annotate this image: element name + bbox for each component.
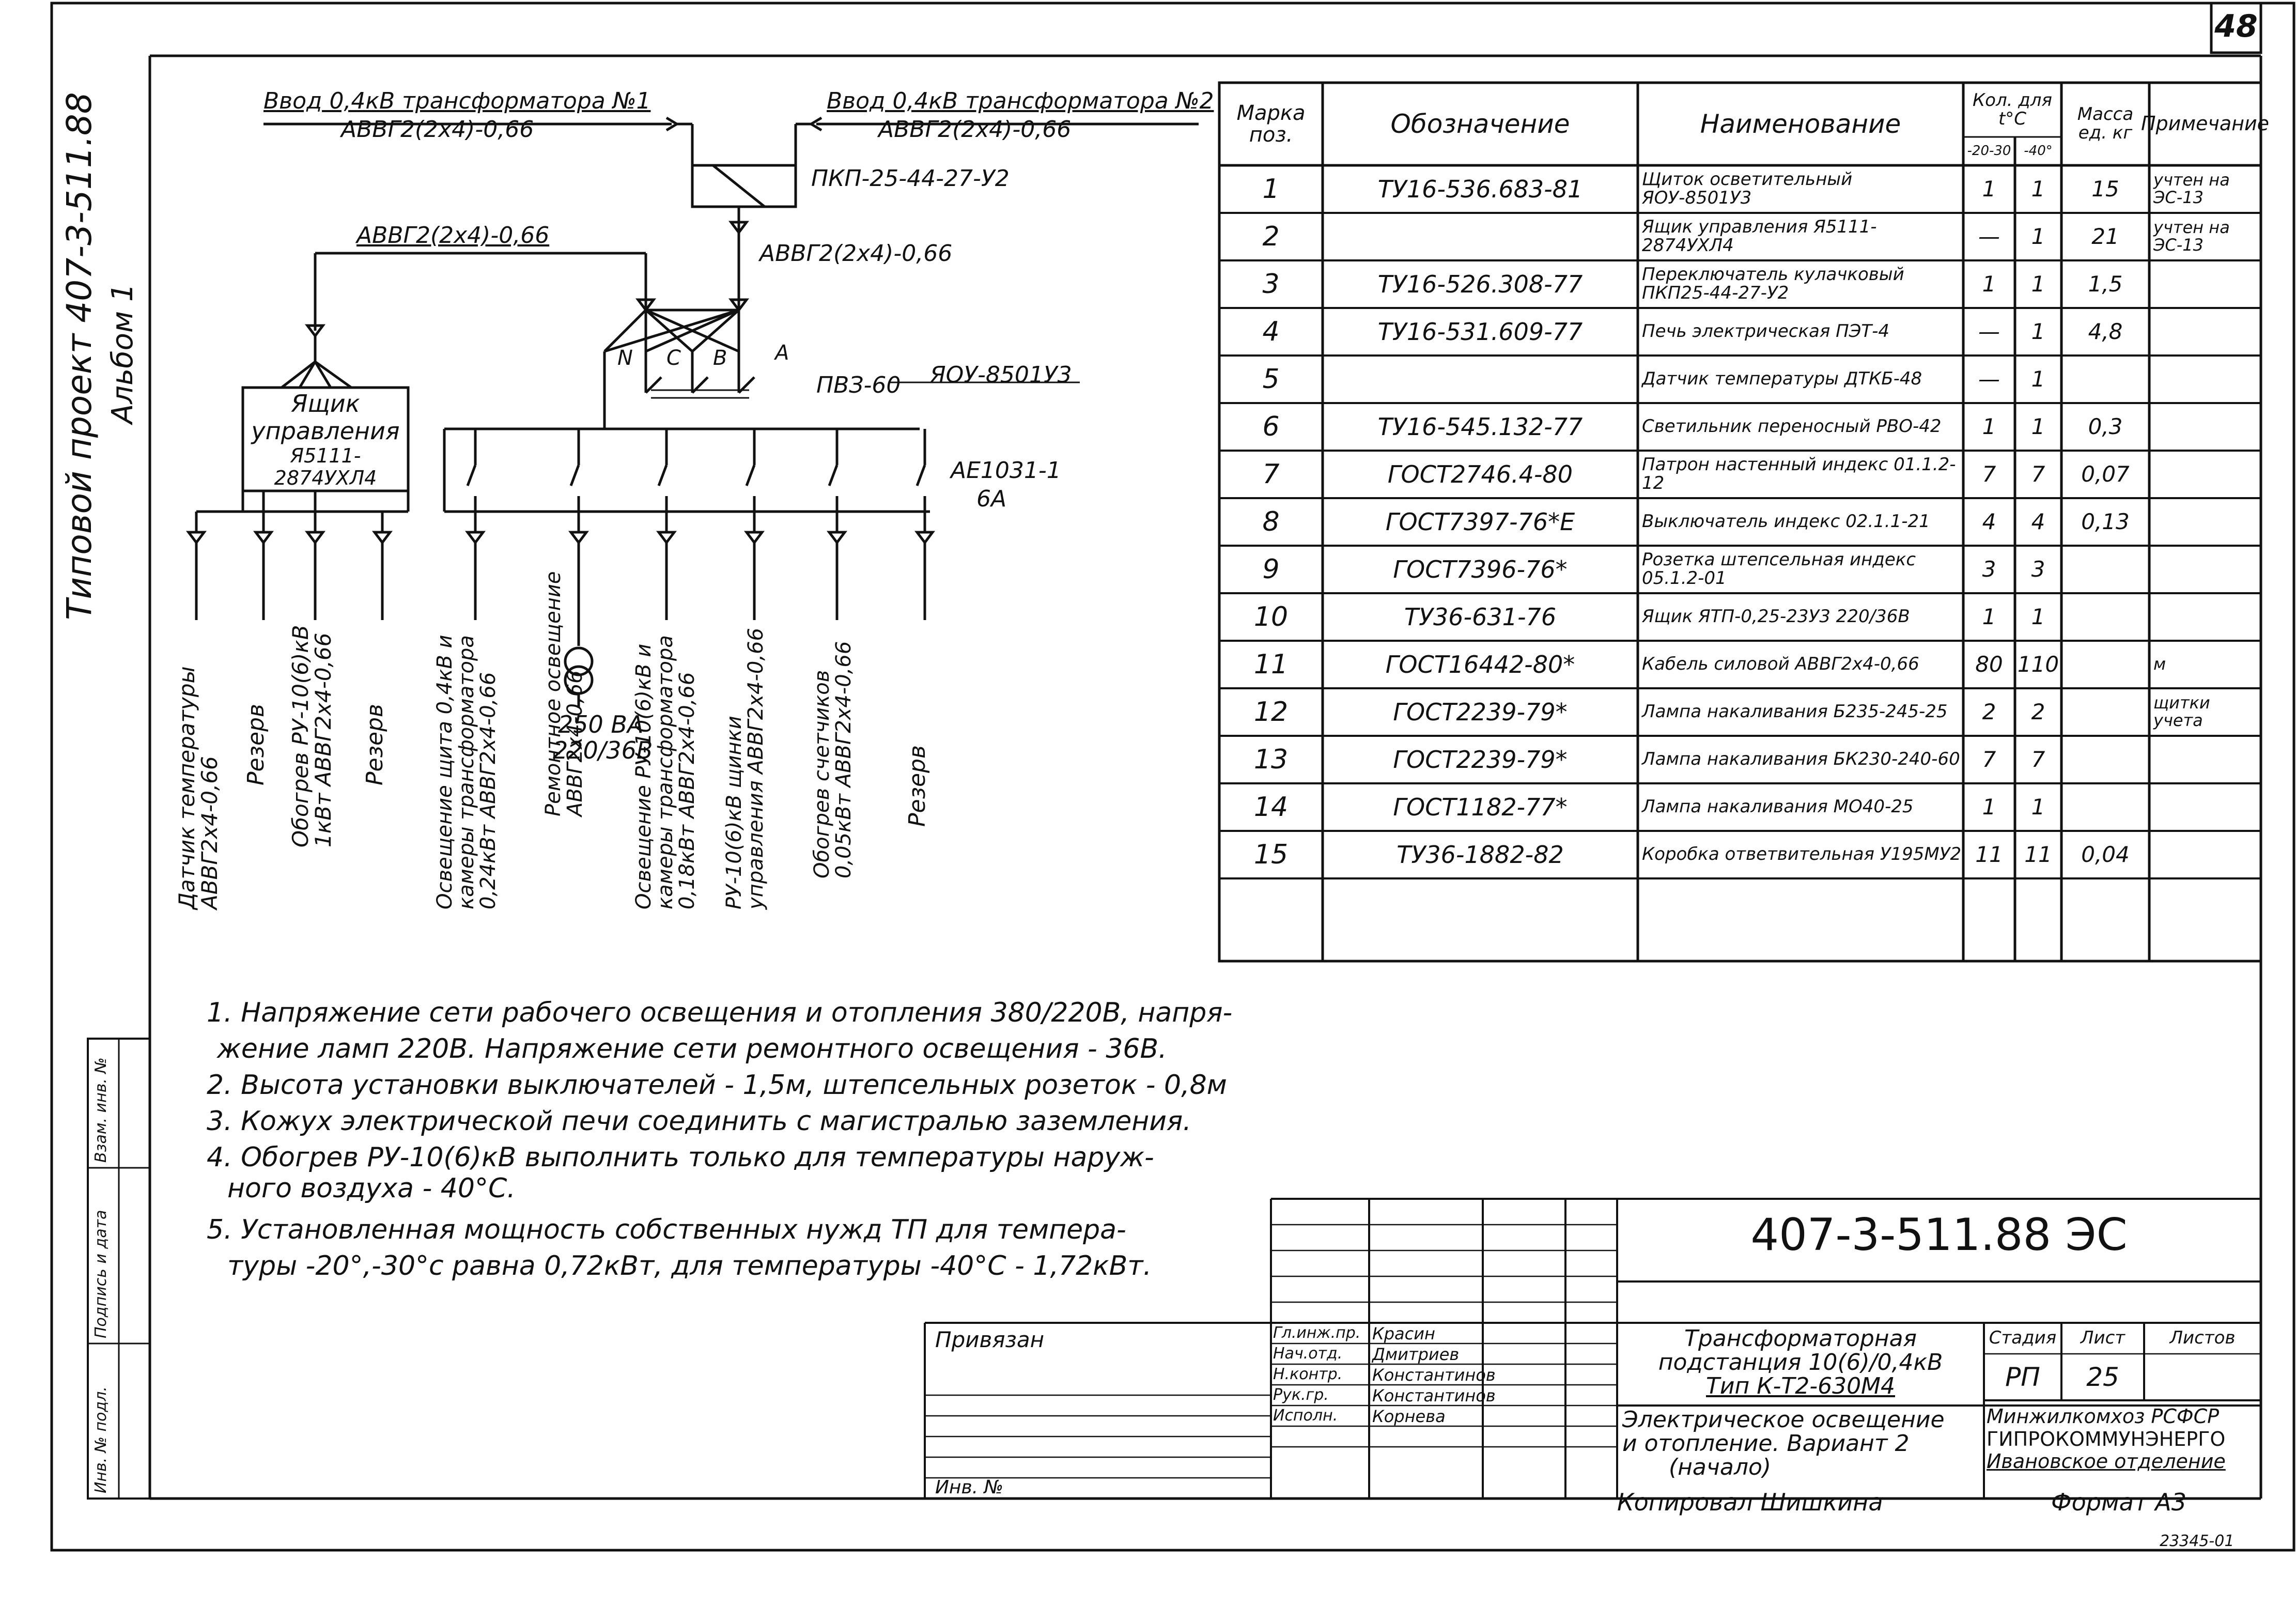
cell-name: Розетка штепсельная индекс 05.1.2-01	[1642, 549, 1916, 589]
sheet-title	[1622, 1408, 1984, 1480]
header-name: Наименование	[1700, 109, 1901, 139]
note-line: туры -20°,-30°с равна 0,72кВт, для температуры -40°С - 1,72кВт.	[227, 1250, 1152, 1281]
cell-pos: 11	[1253, 648, 1289, 680]
cell-mass: 0,04	[2081, 841, 2130, 867]
header-note: Примечание	[2140, 112, 2270, 135]
control-box-line1: Ящик	[291, 390, 360, 418]
cell-designation: ГОСТ7397-76*Е	[1385, 507, 1575, 536]
doc-code: 407-3-511.88 ЭС	[1750, 1209, 2128, 1261]
input2-label: Ввод 0,4кВ трансформатора №2	[827, 88, 1214, 114]
feeder-3-line2: 1кВт АВВГ2х4-0,66	[311, 632, 336, 847]
cell-mass	[2061, 356, 2149, 403]
cell-mass: 0,13	[2081, 508, 2130, 534]
signature-role: Рук.гр.	[1273, 1386, 1329, 1404]
header-qty-b: -40°	[2024, 143, 2053, 159]
fuse-label: ПВЗ-60	[816, 372, 901, 398]
object-title	[1617, 1327, 1984, 1399]
signature-role: Гл.инж.пр.	[1273, 1324, 1361, 1342]
feeder-7-line3: 0,18кВт АВВГ2х4-0,66	[675, 672, 699, 909]
cell-qty-a: —	[1978, 223, 2000, 249]
cell-note	[2149, 498, 2261, 546]
cell-mass	[2061, 736, 2149, 783]
format-label: Формат А3	[2051, 1488, 2186, 1516]
cell-qty-a: 1	[1982, 794, 1996, 820]
cell-qty-b: 1	[2031, 366, 2045, 392]
cell-qty-b: 1	[2031, 271, 2045, 297]
cell-note	[2149, 260, 2261, 308]
cell-pos: 13	[1253, 744, 1289, 775]
cell-qty-b: 2	[2031, 699, 2045, 724]
cell-note: щитки учета	[2153, 693, 2210, 730]
cell-pos: 7	[1262, 458, 1280, 490]
cell-pos: 4	[1262, 316, 1280, 347]
cell-designation: ГОСТ2239-79*	[1393, 745, 1568, 774]
switch-label: ПКП-25-44-27-У2	[811, 165, 1010, 192]
cell-note	[2149, 403, 2261, 451]
copied-by: Копировал Шишкина	[1617, 1488, 1883, 1516]
cell-pos: 12	[1253, 696, 1289, 728]
cell-note	[2149, 736, 2261, 783]
right-cable-label: АВВГ2(2х4)-0,66	[759, 240, 953, 267]
inv-no-label: Инв. №	[935, 1477, 1004, 1498]
control-box-line3: Я5111-2874УХЛ4	[274, 444, 377, 490]
left-cable-label: АВВГ2(2х4)-0,66	[356, 222, 550, 249]
cell-mass	[2061, 641, 2149, 688]
cell-pos: 2	[1262, 221, 1280, 252]
cell-name: Ящик управления Я5111-2874УХЛ4	[1642, 217, 1877, 256]
signature-name: Константинов	[1372, 1365, 1496, 1385]
cell-qty-a: 2	[1982, 699, 1996, 724]
cell-mass	[2061, 546, 2149, 593]
cell-qty-b: 3	[2031, 556, 2045, 582]
feeder-8-line2: управления АВВГ2х4-0,66	[744, 628, 768, 909]
sheet-label: Лист	[2080, 1327, 2126, 1349]
cell-qty-b: 1	[2031, 604, 2045, 629]
note-line: ного воздуха - 40°С.	[227, 1173, 516, 1204]
cell-pos: 10	[1253, 601, 1289, 632]
cell-note	[2149, 546, 2261, 593]
feeder-2-label	[243, 704, 269, 785]
cell-mass	[2061, 593, 2149, 641]
cell-pos: 15	[1253, 839, 1289, 870]
sheet-title-line1: Электрическое освещение	[1622, 1407, 1945, 1433]
feeder-5-line3: 0,24кВт АВВГ2х4-0,66	[476, 672, 500, 909]
cell-note: м	[2153, 654, 2166, 674]
cell-designation: ГОСТ1182-77*	[1393, 793, 1568, 821]
cell-name: Переключатель кулачковый ПКП25-44-27-У2	[1642, 264, 1904, 303]
cell-designation: ГОСТ2239-79*	[1393, 698, 1568, 726]
feeder-6-line2: АВВГ2х4-0,66	[563, 670, 587, 816]
sheet-corner-number: 48	[2214, 8, 2258, 44]
cell-qty-a: 1	[1982, 604, 1996, 629]
feeder-6-line1: Ремонтное освещение	[541, 571, 565, 816]
cell-qty-a: 7	[1982, 461, 1996, 487]
cell-name: Кабель силовой АВВГ2х4-0,66	[1642, 654, 1919, 675]
note-line: 3. Кожух электрической печи соединить с магистралью заземления.	[207, 1106, 1191, 1137]
feeder-10-line1: Резерв	[904, 745, 930, 827]
signature-role: Н.контр.	[1273, 1365, 1343, 1383]
cell-qty-b: 1	[2031, 794, 2045, 820]
feeder-9-label	[811, 641, 855, 878]
cell-qty-a: 1	[1982, 271, 1996, 297]
cell-name: Коробка ответвительная У195МУ2	[1642, 844, 1962, 865]
cell-note	[2149, 783, 2261, 831]
cell-name: Лампа накаливания БК230-240-60	[1642, 749, 1960, 770]
feeder-8-label	[723, 628, 767, 909]
header-mass: Масса ед. кг	[2077, 104, 2134, 143]
cell-name: Лампа накаливания Б235-245-25	[1642, 701, 1948, 722]
sheets-label: Листов	[2169, 1327, 2236, 1349]
cell-pos: 1	[1262, 173, 1280, 205]
control-box-line2: управления	[251, 416, 400, 445]
side-album-label	[106, 283, 139, 424]
stamp-replace-inv	[92, 1057, 110, 1163]
org-block	[1987, 1406, 2260, 1473]
cell-qty-b: 11	[2024, 841, 2052, 867]
object-title-line2: подстанция 10(6)/0,4кВ	[1658, 1349, 1943, 1376]
feeder-7-line2: камеры трансформатора	[654, 635, 677, 909]
cell-designation: ТУ36-1882-82	[1397, 840, 1564, 869]
cell-qty-a: 80	[1975, 651, 2003, 677]
cell-mass: 21	[2091, 223, 2119, 249]
cell-qty-a: 3	[1982, 556, 1996, 582]
transformer-voltage: 220/36В	[553, 736, 653, 764]
feeder-5-line2: камеры трансформатора	[455, 635, 478, 909]
feeder-8-line1: РУ-10(6)кВ щинки	[722, 716, 746, 909]
cell-mass: 0,07	[2081, 461, 2130, 487]
signature-name: Корнева	[1372, 1407, 1446, 1426]
cell-qty-b: 1	[2031, 223, 2045, 249]
breaker-label: АЕ1031-1	[951, 457, 1061, 484]
cell-pos: 6	[1262, 411, 1280, 442]
feeder-1-line2: АВВГ2х4-0,66	[197, 756, 223, 909]
cell-qty-b: 1	[2031, 413, 2045, 439]
signature-name: Дмитриев	[1372, 1345, 1460, 1364]
note-line: 4. Обогрев РУ-10(6)кВ выполнить только для температуры наруж-	[207, 1142, 1154, 1173]
cell-designation: ГОСТ16442-80*	[1385, 650, 1575, 678]
cell-mass	[2061, 688, 2149, 736]
feeder-9-line2: 0,05кВт АВВГ2х4-0,66	[832, 641, 856, 878]
cell-qty-b: 110	[2017, 651, 2059, 677]
privyazan-label: Привязан	[935, 1327, 1045, 1352]
sheet-title-line3: (начало)	[1669, 1454, 1772, 1481]
cell-name: Лампа накаливания МО40-25	[1642, 796, 1914, 817]
cell-pos: 14	[1253, 791, 1289, 823]
signature-role: Нач.отд.	[1273, 1345, 1343, 1363]
signature-role: Исполн.	[1273, 1407, 1338, 1425]
cell-mass: 4,8	[2088, 318, 2123, 344]
cell-designation: ГОСТ2746.4-80	[1387, 460, 1573, 488]
phase-b-label: B	[713, 346, 727, 370]
input2-cable: АВВГ2(2х4)-0,66	[878, 116, 1072, 143]
cell-note	[2149, 593, 2261, 641]
stamp-signature-date	[92, 1210, 110, 1339]
cell-name: Выключатель индекс 02.1.1-21	[1642, 511, 1930, 532]
feeder-7-line1: Освещение РУ-10(6)кВ и	[632, 643, 656, 909]
cell-mass	[2061, 783, 2149, 831]
cell-qty-b: 4	[2031, 508, 2045, 534]
feeder-4-label	[362, 704, 388, 785]
header-qty: Кол. для t°C	[1973, 89, 2052, 129]
input1-cable: АВВГ2(2х4)-0,66	[341, 116, 534, 143]
feeder-5-line1: Освещение щита 0,4кВ и	[433, 635, 457, 909]
phase-c-label: C	[666, 346, 681, 370]
cell-mass: 1,5	[2088, 271, 2123, 297]
cell-note	[2149, 831, 2261, 878]
cell-designation: ГОСТ7396-76*	[1393, 555, 1568, 583]
header-mark: Марка поз.	[1236, 101, 1306, 147]
phase-n-label: N	[617, 346, 633, 370]
object-title-line1: Трансформаторная	[1684, 1325, 1917, 1352]
cell-designation: ТУ16-545.132-77	[1377, 412, 1583, 441]
cell-note	[2149, 451, 2261, 498]
cell-note: учтен на ЭС-13	[2153, 170, 2230, 207]
feeder-10-label	[904, 745, 930, 827]
cell-qty-b: 1	[2031, 176, 2045, 202]
cell-pos: 3	[1262, 268, 1280, 300]
feeder-5-label	[434, 635, 499, 909]
cell-pos: 5	[1262, 363, 1280, 395]
cell-qty-b: 1	[2031, 318, 2045, 344]
cell-name: Датчик температуры ДТКБ-48	[1642, 368, 1922, 390]
org-line2: ГИПРОКОММУНЭНЕРГО	[1987, 1427, 2226, 1450]
sheet-value: 25	[2086, 1362, 2119, 1392]
feeder-6-label	[542, 572, 586, 816]
control-box	[243, 390, 408, 490]
cell-pos: 9	[1262, 553, 1280, 585]
stamp-inv-no	[92, 1386, 110, 1493]
cell-note	[2149, 356, 2261, 403]
feeder-3-line1: Обогрев РУ-10(6)кВ	[288, 625, 313, 847]
input1-label: Ввод 0,4кВ трансформатора №1	[263, 88, 651, 114]
signature-name: Константинов	[1372, 1386, 1496, 1406]
cell-name: Ящик ЯТП-0,25-23У3 220/36В	[1642, 606, 1910, 627]
feeder-2-line1: Резерв	[243, 704, 269, 785]
cell-mass: 15	[2091, 176, 2119, 202]
cell-qty-a: 1	[1982, 176, 1996, 202]
cell-note	[2149, 308, 2261, 356]
cell-qty-b: 7	[2031, 746, 2045, 772]
cell-qty-a: 1	[1982, 413, 1996, 439]
phase-a-label: A	[775, 341, 789, 365]
side-project-title	[59, 92, 99, 620]
cell-designation: ТУ16-531.609-77	[1377, 317, 1583, 346]
feeder-4-line1: Резерв	[362, 704, 388, 785]
note-line: 1. Напряжение сети рабочего освещения и отопления 380/220В, напря-	[207, 997, 1233, 1028]
side-project-code: Типовой проект 407-3-511.88	[59, 92, 99, 620]
cell-mass: 0,3	[2088, 413, 2123, 439]
org-line3: Ивановское отделение	[1987, 1450, 2226, 1473]
cell-qty-a: —	[1978, 366, 2000, 392]
cell-qty-b: 7	[2031, 461, 2045, 487]
cell-note: учтен на ЭС-13	[2153, 218, 2230, 255]
header-designation: Обозначение	[1390, 109, 1570, 139]
cell-name: Патрон настенный индекс 01.1.2-12	[1642, 454, 1956, 493]
cell-name: Светильник переносный РВО-42	[1642, 416, 1942, 437]
header-qty-a: -20-30	[1967, 143, 2011, 159]
cell-qty-a: 4	[1982, 508, 1996, 534]
cell-designation	[1323, 356, 1638, 403]
stage-value: РП	[2005, 1362, 2040, 1392]
sheet-title-line2: и отопление. Вариант 2	[1622, 1430, 1910, 1457]
stamp-replace-inv-text: Взам. инв. №	[92, 1057, 110, 1163]
org-line1: Минжилкомхоз РСФСР	[1987, 1405, 2220, 1428]
feeder-7-label	[633, 635, 698, 909]
note-line: 5. Установленная мощность собственных нужд ТП для темпера-	[207, 1214, 1126, 1245]
cell-qty-a: 7	[1982, 746, 1996, 772]
archive-number: 23345-01	[2160, 1532, 2235, 1550]
stage-label: Стадия	[1989, 1327, 2057, 1349]
feeder-1-label	[176, 666, 221, 909]
cell-designation: ТУ16-526.308-77	[1377, 270, 1583, 298]
cell-qty-a: —	[1978, 318, 2000, 344]
cell-designation: ТУ16-536.683-81	[1377, 175, 1583, 203]
feeder-1-line1: Датчик температуры	[174, 666, 199, 909]
note-line: жение ламп 220В. Напряжение сети ремонтного освещения - 36В.	[217, 1033, 1167, 1064]
cell-qty-a: 11	[1975, 841, 2003, 867]
stamp-signature-date-text: Подпись и дата	[92, 1210, 110, 1338]
signature-name: Красин	[1372, 1324, 1435, 1344]
breaker-rating: 6А	[976, 486, 1007, 512]
feeder-3-label	[289, 625, 335, 847]
stamp-inv-no-text: Инв. № подл.	[92, 1386, 110, 1493]
side-album-text: Альбом 1	[106, 283, 139, 424]
transformer-label: 250 ВА	[558, 711, 644, 738]
cell-designation	[1323, 213, 1638, 260]
cell-designation: ТУ36-631-76	[1404, 603, 1557, 631]
sheets-value	[2144, 1354, 2261, 1400]
cell-name: Щиток осветительный ЯОУ-8501У3	[1642, 169, 1853, 208]
cell-name: Печь электрическая ПЭТ-4	[1642, 321, 1890, 342]
note-line: 2. Высота установки выключателей - 1,5м, штепсельных розеток - 0,8м	[207, 1070, 1227, 1101]
panel-label: ЯОУ-8501У3	[930, 362, 1072, 388]
object-title-line3: Тип К-Т2-630М4	[1705, 1373, 1896, 1400]
feeder-9-line1: Обогрев счетчиков	[810, 670, 834, 878]
cell-pos: 8	[1262, 506, 1280, 537]
